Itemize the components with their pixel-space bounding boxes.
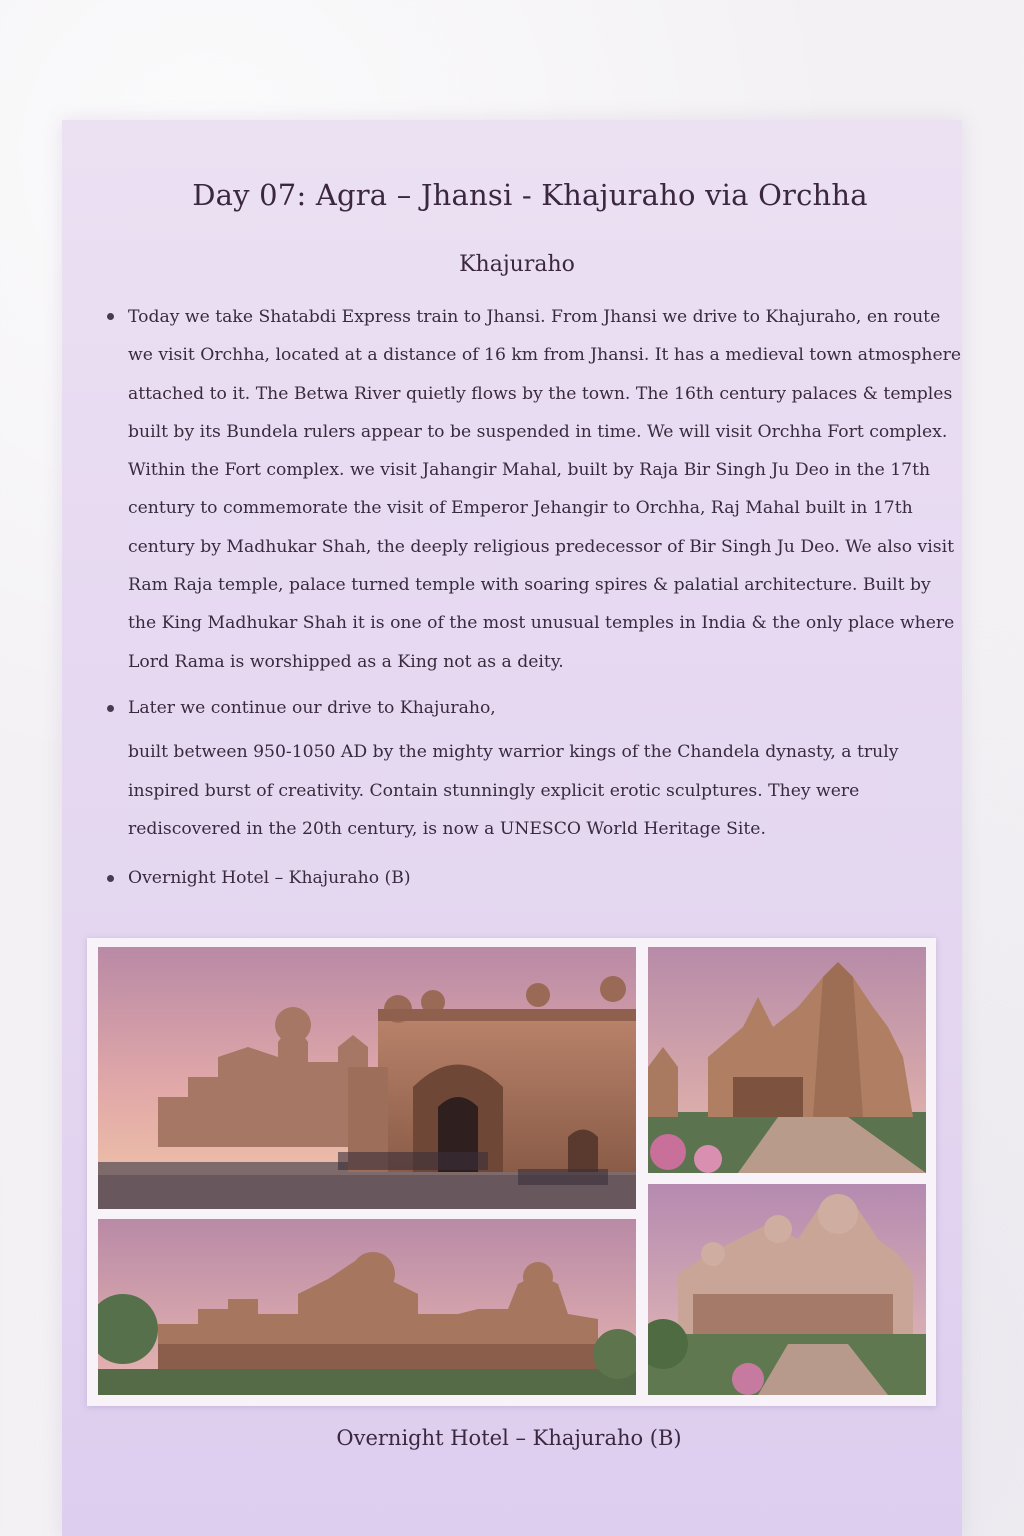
bullet-overnight xyxy=(104,863,964,893)
day-title: Day 07: Agra – Jhansi - Khajuraho via Orchha xyxy=(192,178,868,212)
jahangir-mahal-photo xyxy=(98,1219,636,1395)
bullet-khajuraho xyxy=(104,689,964,849)
bullet-text: Today we take Shatabdi Express train to Jhansi. From Jhansi we drive to Khajuraho, en route we visit Orchha, located at a distance of 16 km from Jhansi. It has a medieval town atmosphere attached to it. The Betwa River quietly flows by the town. The 16th century palaces & temples built by its Bundela rulers appear to be suspended in time. We will visit Orchha Fort complex. Within the Fort complex. we visit Jahangir Mahal, built by Raja Bir Singh Ju Deo in the 17th century to commemorate the visit of Emperor Jehangir to Orchha, Raj Mahal built in 17th century by Madhukar Shah, the deeply religious predecessor of Bir Singh Ju Deo. We also visit Ram Raja temple, palace turned temple with soaring spires & palatial architecture. Built by the King Madhukar Shah it is one of the most unusual temples in India & the only place where Lord Rama is worshipped as a King not as a deity. xyxy=(128,307,962,672)
khajuraho-temple-photo xyxy=(648,947,926,1173)
ram-raja-temple-photo xyxy=(648,1184,926,1395)
footer-overnight: Overnight Hotel – Khajuraho (B) xyxy=(336,1426,682,1450)
destination-heading: Khajuraho xyxy=(459,252,575,277)
bullet-text: built between 950-1050 AD by the mighty warrior kings of the Chandela dynasty, a truly inspired burst of creativity. Contain stunningly explicit erotic sculptures. They were rediscovered in the 20th century, is now a UNESCO World Heritage Site. xyxy=(128,742,899,840)
bullet-orchha xyxy=(104,298,964,681)
orchha-fort-photo xyxy=(98,947,636,1209)
bullet-text: Overnight Hotel – Khajuraho (B) xyxy=(128,867,411,888)
photo-gallery xyxy=(87,938,936,1406)
itinerary-bullets xyxy=(104,298,964,893)
bullet-lead: Later we continue our drive to Khajuraho, xyxy=(128,697,496,718)
